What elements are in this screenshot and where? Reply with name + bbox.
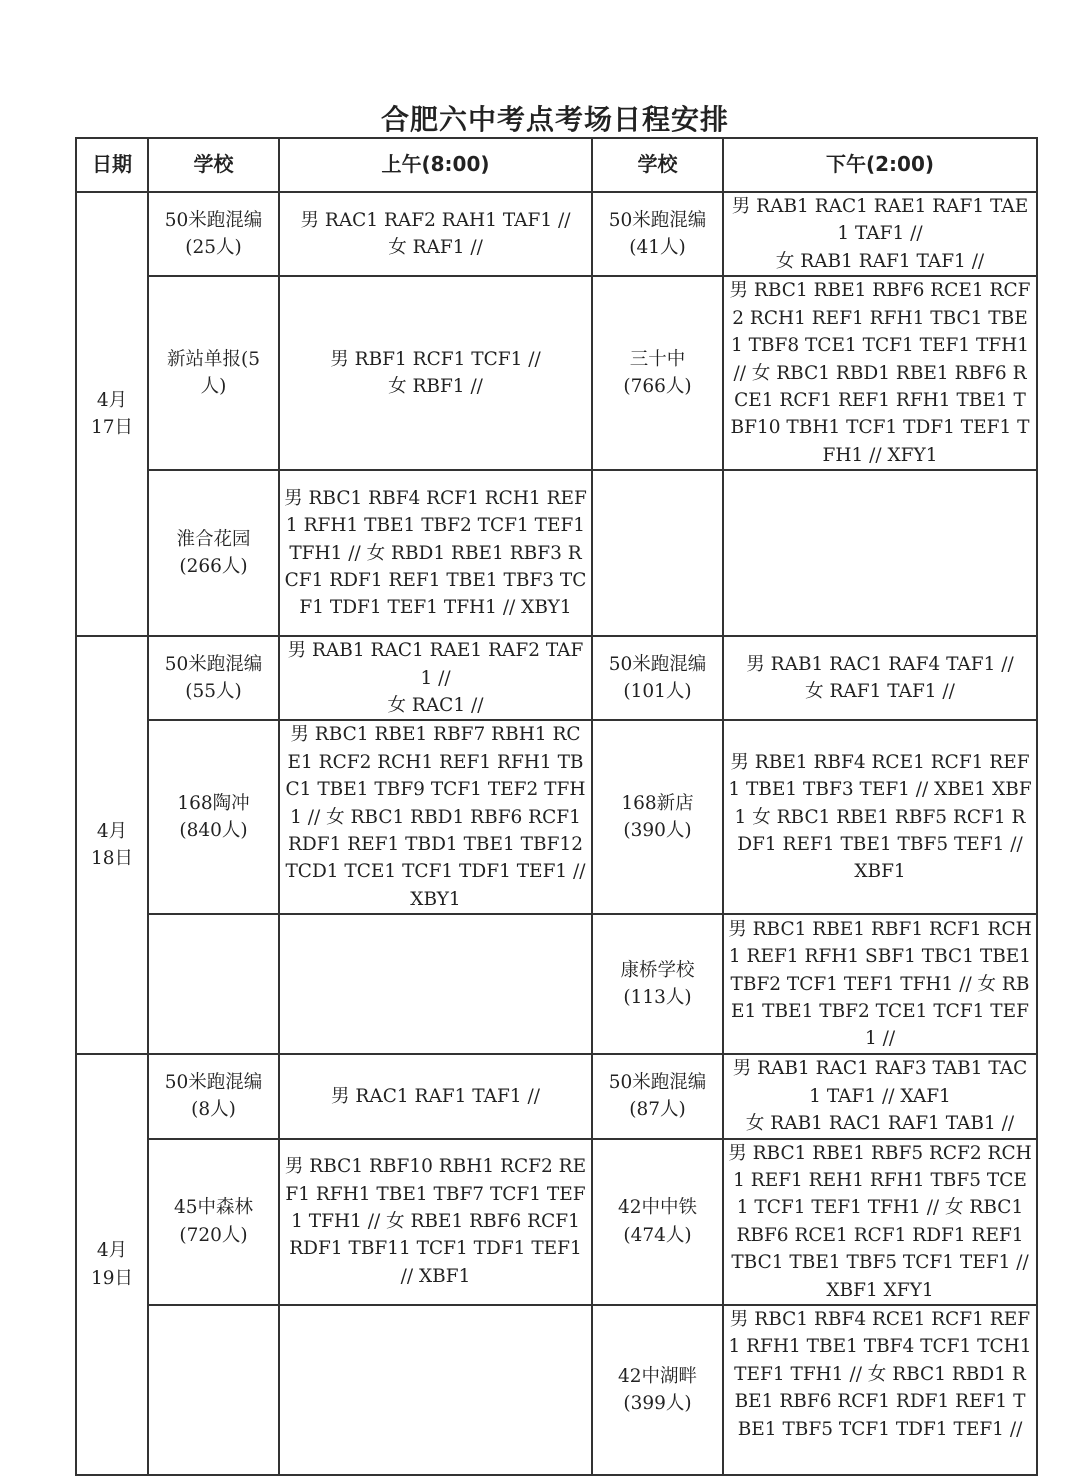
am-exam-cell: 男 RBC1 RBF4 RCF1 RCH1 REF1 RFH1 TBE1 TBF2 TCF1 TEF1 TFH1 // 女 RBD1 RBE1 RBF3 RCF1 RDF1 REF1 TBE1 TBF3 TCF1 TDF1 TEF1 TFH1 // XBY1: [279, 470, 592, 636]
am-exam-cell: [279, 914, 592, 1054]
am-school-cell: 50米跑混编 (25人): [148, 192, 279, 276]
header-school-pm: 学校: [592, 138, 723, 192]
pm-school-cell: [592, 470, 723, 636]
pm-exam-cell: 男 RBE1 RBF4 RCE1 RCF1 REF1 TBE1 TBF3 TEF1 // XBE1 XBF1 女 RBC1 RBE1 RBF5 RCF1 RDF1 REF1 TBE1 TBF5 TEF1 // XBF1: [723, 720, 1037, 914]
header-date: 日期: [76, 138, 148, 192]
pm-school-cell: 42中中铁 (474人): [592, 1139, 723, 1305]
pm-exam-cell: [723, 470, 1037, 636]
am-school-cell: 新站单报(5 人): [148, 276, 279, 470]
table-row: [76, 1305, 1037, 1475]
pm-exam-cell: 男 RAB1 RAC1 RAE1 RAF1 TAE1 TAF1 // 女 RAB1 RAF1 TAF1 //: [723, 192, 1037, 276]
am-school-cell: 50米跑混编 (55人): [148, 636, 279, 720]
header-row: [76, 138, 1037, 192]
header-morning: 上午(8:00): [279, 138, 592, 192]
am-exam-cell: [279, 1305, 592, 1475]
header-school-am: 学校: [148, 138, 279, 192]
am-school-cell: [148, 914, 279, 1054]
am-school-cell: 淮合花园 (266人): [148, 470, 279, 636]
am-exam-cell: 男 RBF1 RCF1 TCF1 // 女 RBF1 //: [279, 276, 592, 470]
am-school-cell: [148, 1305, 279, 1475]
am-exam-cell: 男 RAC1 RAF1 TAF1 //: [279, 1054, 592, 1138]
pm-school-cell: 三十中 (766人): [592, 276, 723, 470]
am-school-cell: 45中森林 (720人): [148, 1139, 279, 1305]
pm-school-cell: 42中湖畔 (399人): [592, 1305, 723, 1475]
pm-school-cell: 50米跑混编 (87人): [592, 1054, 723, 1138]
am-exam-cell: 男 RBC1 RBE1 RBF7 RBH1 RCE1 RCF2 RCH1 REF1 RFH1 TBC1 TBE1 TBF9 TCF1 TEF2 TFH1 // 女 RBC1 RBD1 RBF6 RCF1 RDF1 REF1 TBD1 TBE1 TBF12 TCD1 TCE1 TCF1 TDF1 TEF1 // XBY1: [279, 720, 592, 914]
am-school-cell: 168陶冲 (840人): [148, 720, 279, 914]
pm-school-cell: 50米跑混编 (101人): [592, 636, 723, 720]
date-cell: 4月 18日: [76, 636, 148, 1054]
pm-exam-cell: 男 RBC1 RBE1 RBF5 RCF2 RCH1 REF1 REH1 RFH1 TBF5 TCE1 TCF1 TEF1 TFH1 // 女 RBC1 RBF6 RCE1 RCF1 RDF1 REF1 TBC1 TBE1 TBF5 TCF1 TEF1 // XBF1 XFY1: [723, 1139, 1037, 1305]
table-row: [76, 1054, 1037, 1138]
pm-exam-cell: 男 RBC1 RBF4 RCE1 RCF1 REF1 RFH1 TBE1 TBF4 TCF1 TCH1 TEF1 TFH1 // 女 RBC1 RBD1 RBE1 RBF6 RCF1 RDF1 REF1 TBE1 TBF5 TCF1 TDF1 TEF1 //: [723, 1305, 1037, 1475]
am-exam-cell: 男 RAC1 RAF2 RAH1 TAF1 // 女 RAF1 //: [279, 192, 592, 276]
date-cell: 4月 17日: [76, 192, 148, 636]
table-row: [76, 192, 1037, 276]
am-exam-cell: 男 RBC1 RBF10 RBH1 RCF2 REF1 RFH1 TBE1 TBF7 TCF1 TEF1 TFH1 // 女 RBE1 RBF6 RCF1 RDF1 TBF11 TCF1 TDF1 TEF1 // XBF1: [279, 1139, 592, 1305]
table-row: [76, 1139, 1037, 1305]
table-row: [76, 720, 1037, 914]
am-exam-cell: 男 RAB1 RAC1 RAE1 RAF2 TAF1 // 女 RAC1 //: [279, 636, 592, 720]
table-row: [76, 636, 1037, 720]
pm-school-cell: 168新店 (390人): [592, 720, 723, 914]
date-cell: 4月 19日: [76, 1054, 148, 1475]
header-afternoon: 下午(2:00): [723, 138, 1037, 192]
pm-exam-cell: 男 RBC1 RBE1 RBF6 RCE1 RCF2 RCH1 REF1 RFH1 TBC1 TBE1 TBF8 TCE1 TCF1 TEF1 TFH1 // 女 RBC1 RBD1 RBE1 RBF6 RCE1 RCF1 REF1 RFH1 TBE1 TBF10 TBH1 TCF1 TDF1 TEF1 TFH1 // XFY1: [723, 276, 1037, 470]
schedule-table: [75, 137, 1038, 1476]
am-school-cell: 50米跑混编 (8人): [148, 1054, 279, 1138]
table-row: [76, 470, 1037, 636]
table-row: [76, 914, 1037, 1054]
pm-exam-cell: 男 RBC1 RBE1 RBF1 RCF1 RCH1 REF1 RFH1 SBF1 TBC1 TBE1 TBF2 TCF1 TEF1 TFH1 // 女 RBE1 TBE1 TBF2 TCE1 TCF1 TEF1 //: [723, 914, 1037, 1054]
pm-exam-cell: 男 RAB1 RAC1 RAF3 TAB1 TAC1 TAF1 // XAF1 女 RAB1 RAC1 RAF1 TAB1 //: [723, 1054, 1037, 1138]
pm-school-cell: 50米跑混编 (41人): [592, 192, 723, 276]
pm-school-cell: 康桥学校 (113人): [592, 914, 723, 1054]
pm-exam-cell: 男 RAB1 RAC1 RAF4 TAF1 // 女 RAF1 TAF1 //: [723, 636, 1037, 720]
page-title: 合肥六中考点考场日程安排: [380, 103, 729, 136]
table-row: [76, 276, 1037, 470]
